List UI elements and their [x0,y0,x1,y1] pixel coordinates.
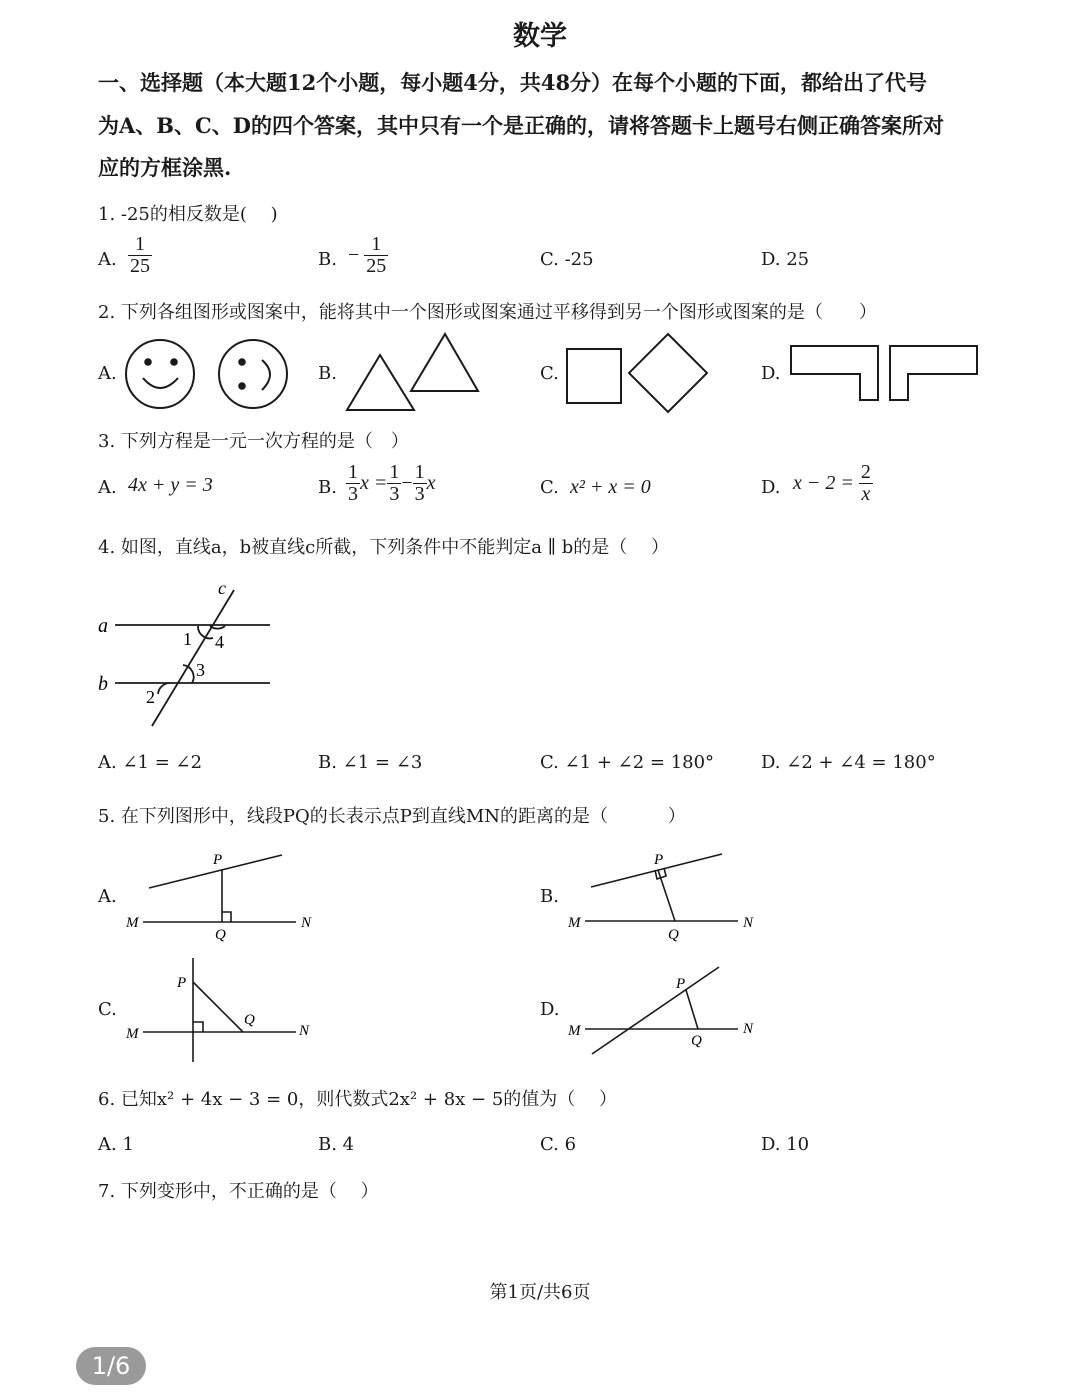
fig-a-n: N [301,915,312,931]
q2-stem: 2. 下列各组图形或图案中，能将其中一个图形或图案通过平移得到另一个图形或图案的是（ ） [98,302,877,323]
q6-option-b: B. 4 [318,1134,355,1155]
q2-option-a-label: A. [98,363,117,384]
q5-figure-d [585,967,738,1054]
q1-b-numerator: 1 [364,234,388,256]
fig-b-p: P [654,852,664,868]
fig-d-p: P [676,976,686,992]
q1-stem: 1. -25的相反数是( ) [98,204,278,225]
q2-option-c-label: C. [540,363,559,384]
fig-a-m: M [126,915,139,931]
q1-option-b-label: B. [318,249,337,270]
q1-a-denominator: 25 [130,255,150,277]
q5-option-d-label: D. [540,999,560,1020]
q3-b-num2: 1 [389,461,400,483]
label-angle-2: 2 [146,687,155,707]
q1-b-denominator: 25 [366,255,387,277]
fig-d-q: Q [691,1033,702,1049]
section-intro-line2: 为A、B、C、D的四个答案，其中只有一个是正确的，请将答题卡上题号右侧正确答案所对 [98,113,944,138]
label-angle-3: 3 [196,660,205,680]
q3-option-d-label: D. [761,477,781,498]
q3-option-c-expr: x² + x = 0 [570,476,651,498]
page-title: 数学 [513,21,567,52]
fig-c-p: P [177,975,187,991]
q6-option-d: D. 10 [761,1134,810,1155]
label-angle-4: 4 [215,632,224,652]
label-angle-1: 1 [183,629,192,649]
q3-b-x1: x = [360,472,388,494]
q3-b-num3: 1 [414,461,425,483]
fig-d-m: M [568,1023,581,1039]
q5-stem: 5. 在下列图形中，线段PQ的长表示点P到直线MN的距离的是（ ） [98,806,686,827]
q1-b-sign: − [348,244,360,266]
fig-a-q: Q [215,927,226,943]
fig-b-m: M [568,915,581,931]
q3-option-b-label: B. [318,477,337,498]
q4-option-d: D. ∠2 + ∠4 = 180° [761,752,936,773]
fig-c-q: Q [244,1012,255,1028]
q1-option-c: C. -25 [540,249,594,270]
fig-c-m: M [126,1026,139,1042]
fig-c-n: N [299,1023,310,1039]
q5-option-c-label: C. [98,999,117,1020]
q1-option-a-label: A. [98,249,117,270]
q1-a-numerator: 1 [128,234,152,256]
q3-b-den3: 3 [414,483,425,505]
section-intro-line3: 应的方框涂黑. [98,155,232,180]
q3-stem: 3. 下列方程是一元一次方程的是（ ） [98,431,409,452]
q3-b-den1: 3 [348,483,358,505]
q3-b-minus: − [401,472,413,494]
q4-option-c: C. ∠1 + ∠2 = 180° [540,752,715,773]
q4-option-b: B. ∠1 = ∠3 [318,752,423,773]
section-intro-line1: 一、选择题（本大题12个小题，每小题4分，共48分）在每个小题的下面，都给出了代号 [98,70,928,95]
q7-stem: 7. 下列变形中，不正确的是（ ） [98,1181,379,1202]
q3-b-x2: x [426,472,436,494]
fig-d-n: N [743,1021,754,1037]
fig-b-q: Q [668,927,679,943]
q6-option-c: C. 6 [540,1134,577,1155]
q2-option-d-label: D. [761,363,781,384]
q3-d-den: x [861,483,871,505]
q6-stem: 6. 已知x² + 4x − 3 = 0，则代数式2x² + 8x − 5的值为（ ） [98,1089,617,1110]
fig-a-p: P [213,852,223,868]
q5-figure-c [143,958,296,1062]
q3-option-a-expr: 4x + y = 3 [128,474,213,496]
q6-option-a: A. 1 [98,1134,134,1155]
page-indicator[interactable]: 1/6 [76,1347,146,1385]
q3-b-num1: 1 [348,461,358,483]
q3-b-den2: 3 [389,483,400,505]
q2-option-b-label: B. [318,363,337,384]
q5-option-b-label: B. [540,886,559,907]
fig-b-n: N [743,915,754,931]
q3-option-c-label: C. [540,477,559,498]
page-footer: 第1页/共6页 [489,1282,591,1303]
q4-stem: 4. 如图，直线a，b被直线c所截，下列条件中不能判定a ∥ b的是（ ） [98,537,669,558]
q3-option-a-label: A. [98,477,117,498]
q3-d-num: 2 [860,461,871,483]
q5-option-a-label: A. [98,886,117,907]
q1-option-d: D. 25 [761,249,810,270]
label-b: b [98,673,108,695]
q3-d-left: x − 2 = [793,472,854,494]
label-c: c [218,578,226,598]
q4-option-a: A. ∠1 = ∠2 [98,752,203,773]
label-a: a [98,615,108,637]
